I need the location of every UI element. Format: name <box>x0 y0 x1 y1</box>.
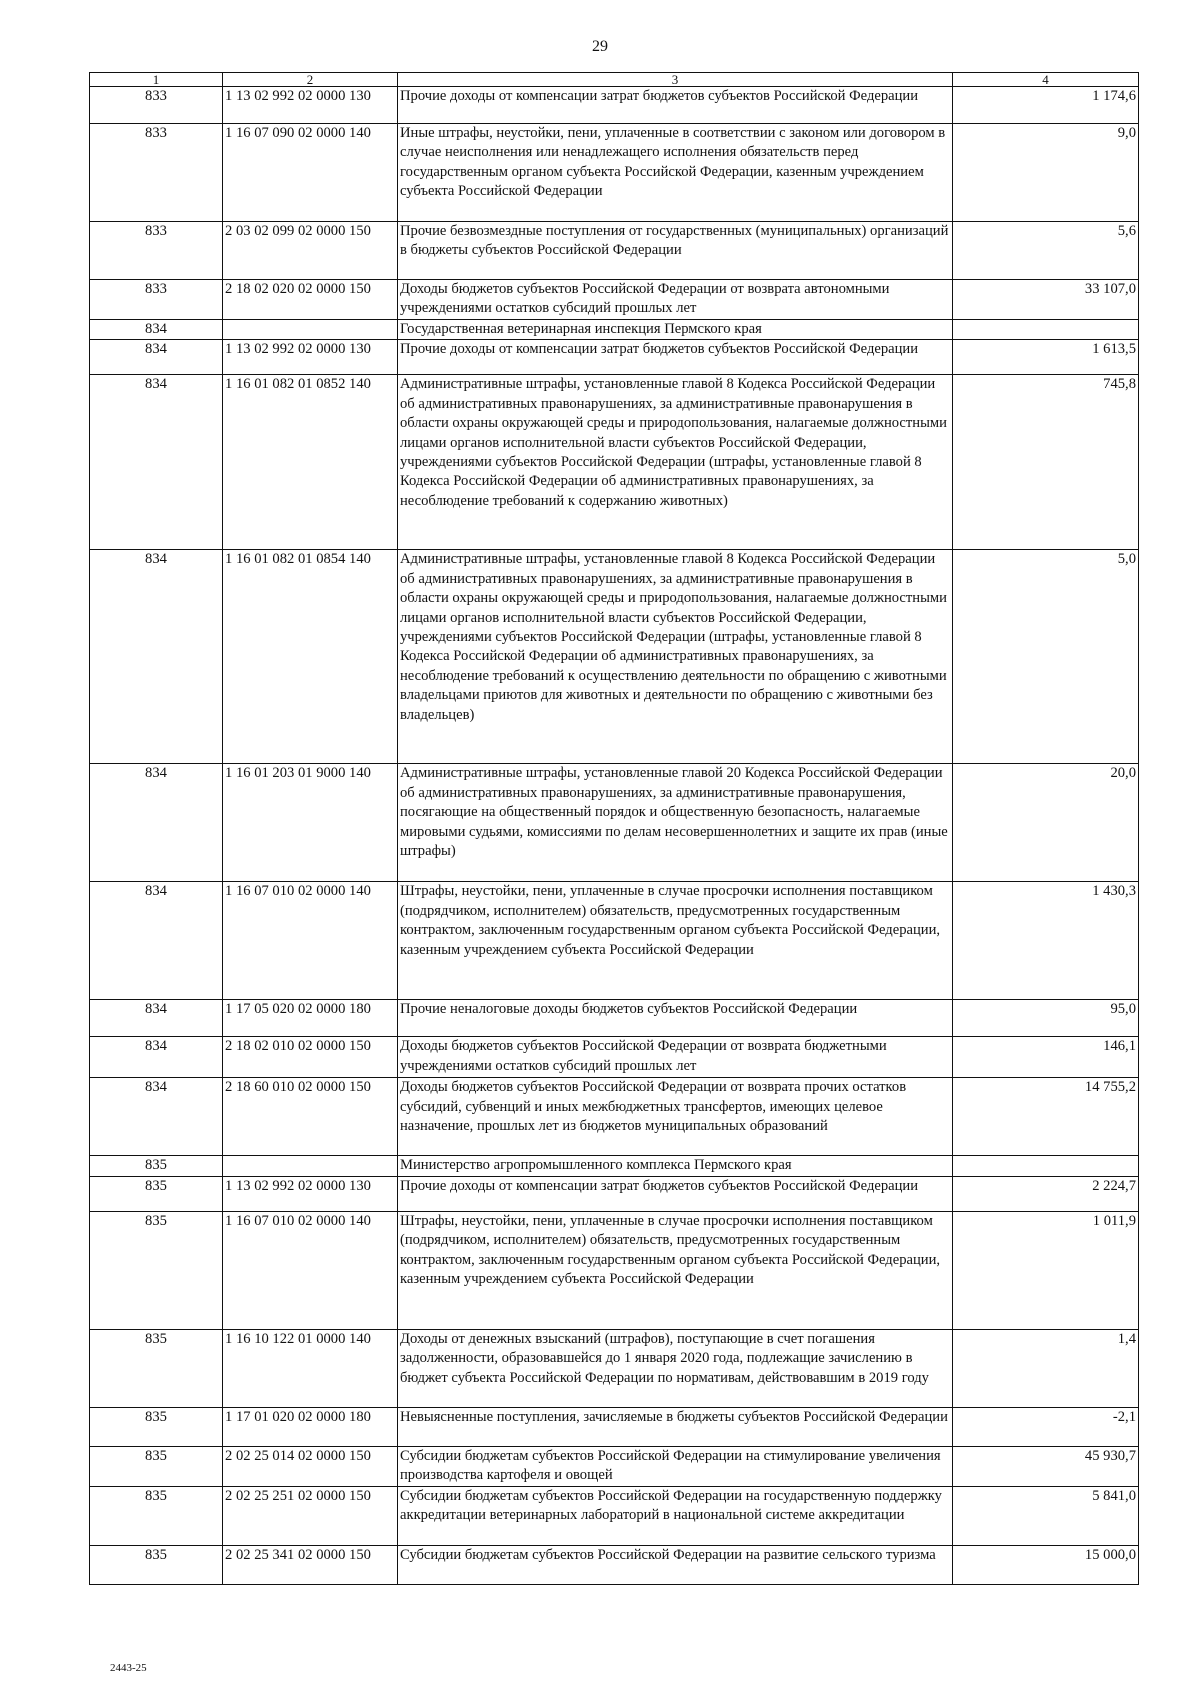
admin-code-cell: 833 <box>90 87 223 124</box>
amount-cell: 1 430,3 <box>953 882 1139 1000</box>
revenue-name-cell: Доходы бюджетов субъектов Российской Федерации от возврата прочих остатков субсидий, субвенций и иных межбюджетных трансфертов, имеющих целевое назначение, прошлых лет из бюджетов муниципальных образований <box>398 1078 953 1156</box>
budget-code-cell: 2 18 02 010 02 0000 150 <box>223 1037 398 1078</box>
admin-code-cell: 835 <box>90 1211 223 1329</box>
revenue-name-cell: Административные штрафы, установленные главой 8 Кодекса Российской Федерации об административных правонарушениях, за административные правонарушения в области охраны окружающей среды и природопользования, налагаемые должностными лицами органов исполнительной власти субъектов Российской Федерации, учреждениями субъектов Российской Федерации (штрафы, установленные главой 8 Кодекса Российской Федерации об административных правонарушениях, за несоблюдение требований к содержанию животных) <box>398 375 953 550</box>
table-row <box>90 1407 1139 1446</box>
admin-code-cell: 834 <box>90 1000 223 1037</box>
table-row <box>90 1486 1139 1545</box>
budget-code-cell: 1 13 02 992 02 0000 130 <box>223 87 398 124</box>
budget-code-cell: 1 17 05 020 02 0000 180 <box>223 1000 398 1037</box>
table-row <box>90 280 1139 320</box>
amount-cell: 45 930,7 <box>953 1446 1139 1486</box>
table-row <box>90 1329 1139 1407</box>
amount-cell: 14 755,2 <box>953 1078 1139 1156</box>
page-number: 29 <box>592 38 608 55</box>
admin-code-cell: 833 <box>90 124 223 222</box>
revenue-name-cell: Административные штрафы, установленные главой 20 Кодекса Российской Федерации об административных правонарушениях, за административные правонарушения, посягающие на общественный порядок и общественную безопасность, налагаемые мировыми судьями, комиссиями по делам несовершеннолетних и защите их прав (иные штрафы) <box>398 764 953 882</box>
budget-code-cell: 1 13 02 992 02 0000 130 <box>223 1176 398 1211</box>
amount-cell: 1 011,9 <box>953 1211 1139 1329</box>
amount-cell <box>953 1156 1139 1176</box>
revenue-name-cell: Прочие доходы от компенсации затрат бюджетов субъектов Российской Федерации <box>398 1176 953 1211</box>
budget-code-cell: 1 16 01 082 01 0854 140 <box>223 550 398 764</box>
budget-code-cell: 1 16 01 082 01 0852 140 <box>223 375 398 550</box>
amount-cell: -2,1 <box>953 1407 1139 1446</box>
amount-cell: 5 841,0 <box>953 1486 1139 1545</box>
column-header-1: 1 <box>90 73 223 87</box>
budget-code-cell: 2 03 02 099 02 0000 150 <box>223 222 398 280</box>
amount-cell: 146,1 <box>953 1037 1139 1078</box>
admin-code-cell: 835 <box>90 1446 223 1486</box>
budget-code-cell: 2 18 02 020 02 0000 150 <box>223 280 398 320</box>
admin-code-cell: 834 <box>90 1037 223 1078</box>
admin-code-cell: 834 <box>90 764 223 882</box>
table-row <box>90 1176 1139 1211</box>
budget-code-cell <box>223 1156 398 1176</box>
amount-cell <box>953 320 1139 340</box>
revenue-name-cell: Субсидии бюджетам субъектов Российской Федерации на государственную поддержку аккредитации ветеринарных лабораторий в национальной системе аккредитации <box>398 1486 953 1545</box>
table-row <box>90 87 1139 124</box>
revenue-name-cell: Доходы от денежных взысканий (штрафов), поступающие в счет погашения задолженности, образовавшейся до 1 января 2020 года, подлежащие зачислению в бюджет субъекта Российской Федерации по нормативам, действовавшим в 2019 году <box>398 1329 953 1407</box>
revenue-name-cell: Штрафы, неустойки, пени, уплаченные в случае просрочки исполнения поставщиком (подрядчиком, исполнителем) обязательств, предусмотренных государственным контрактом, заключенным государственным органом субъекта Российской Федерации, казенным учреждением субъекта Российской Федерации <box>398 1211 953 1329</box>
budget-revenue-table <box>89 72 1139 1585</box>
admin-code-cell: 835 <box>90 1407 223 1446</box>
table-row <box>90 1037 1139 1078</box>
table-row <box>90 1446 1139 1486</box>
revenue-name-cell: Доходы бюджетов субъектов Российской Федерации от возврата автономными учреждениями остатков субсидий прошлых лет <box>398 280 953 320</box>
amount-cell: 33 107,0 <box>953 280 1139 320</box>
administrator-name-cell: Министерство агропромышленного комплекса Пермского края <box>398 1156 953 1176</box>
budget-code-cell: 2 18 60 010 02 0000 150 <box>223 1078 398 1156</box>
admin-code-cell: 835 <box>90 1329 223 1407</box>
table-row <box>90 222 1139 280</box>
amount-cell: 95,0 <box>953 1000 1139 1037</box>
admin-code-cell: 835 <box>90 1176 223 1211</box>
admin-code-cell: 834 <box>90 1078 223 1156</box>
amount-cell: 5,6 <box>953 222 1139 280</box>
revenue-name-cell: Прочие доходы от компенсации затрат бюджетов субъектов Российской Федерации <box>398 87 953 124</box>
table-row <box>90 1211 1139 1329</box>
revenue-name-cell: Субсидии бюджетам субъектов Российской Федерации на развитие сельского туризма <box>398 1545 953 1584</box>
budget-code-cell: 1 16 10 122 01 0000 140 <box>223 1329 398 1407</box>
admin-code-cell: 834 <box>90 375 223 550</box>
table-row <box>90 550 1139 764</box>
column-header-3: 3 <box>398 73 953 87</box>
budget-code-cell: 2 02 25 341 02 0000 150 <box>223 1545 398 1584</box>
amount-cell: 745,8 <box>953 375 1139 550</box>
budget-code-cell: 1 16 07 090 02 0000 140 <box>223 124 398 222</box>
revenue-name-cell: Субсидии бюджетам субъектов Российской Федерации на стимулирование увеличения производства картофеля и овощей <box>398 1446 953 1486</box>
column-header-2: 2 <box>223 73 398 87</box>
table-row <box>90 1545 1139 1584</box>
table-row <box>90 764 1139 882</box>
amount-cell: 9,0 <box>953 124 1139 222</box>
admin-code-cell: 835 <box>90 1156 223 1176</box>
admin-code-cell: 834 <box>90 882 223 1000</box>
budget-code-cell: 1 17 01 020 02 0000 180 <box>223 1407 398 1446</box>
document-footer-code: 2443-25 <box>110 1662 147 1674</box>
amount-cell: 2 224,7 <box>953 1176 1139 1211</box>
table-row <box>90 1000 1139 1037</box>
revenue-name-cell: Прочие доходы от компенсации затрат бюджетов субъектов Российской Федерации <box>398 340 953 375</box>
admin-code-cell: 833 <box>90 280 223 320</box>
amount-cell: 1,4 <box>953 1329 1139 1407</box>
revenue-name-cell: Штрафы, неустойки, пени, уплаченные в случае просрочки исполнения поставщиком (подрядчиком, исполнителем) обязательств, предусмотренных государственным контрактом, заключенным государственным органом субъекта Российской Федерации, казенным учреждением субъекта Российской Федерации <box>398 882 953 1000</box>
amount-cell: 20,0 <box>953 764 1139 882</box>
admin-code-cell: 834 <box>90 320 223 340</box>
column-header-4: 4 <box>953 73 1139 87</box>
revenue-name-cell: Административные штрафы, установленные главой 8 Кодекса Российской Федерации об административных правонарушениях, за административные правонарушения в области охраны окружающей среды и природопользования, налагаемые должностными лицами органов исполнительной власти субъектов Российской Федерации, учреждениями субъектов Российской Федерации (штрафы, установленные главой 8 Кодекса Российской Федерации об административных правонарушениях, за несоблюдение требований к осуществлению деятельности по обращению с животными владельцами приютов для животных и деятельности по обращению с животными без владельцев) <box>398 550 953 764</box>
amount-cell: 1 174,6 <box>953 87 1139 124</box>
table-row <box>90 882 1139 1000</box>
budget-code-cell: 1 16 07 010 02 0000 140 <box>223 882 398 1000</box>
amount-cell: 1 613,5 <box>953 340 1139 375</box>
administrator-name-cell: Государственная ветеринарная инспекция Пермского края <box>398 320 953 340</box>
table-row <box>90 124 1139 222</box>
amount-cell: 5,0 <box>953 550 1139 764</box>
admin-code-cell: 835 <box>90 1545 223 1584</box>
admin-code-cell: 833 <box>90 222 223 280</box>
amount-cell: 15 000,0 <box>953 1545 1139 1584</box>
revenue-name-cell: Прочие безвозмездные поступления от государственных (муниципальных) организаций в бюджеты субъектов Российской Федерации <box>398 222 953 280</box>
table-row <box>90 375 1139 550</box>
budget-code-cell: 1 16 07 010 02 0000 140 <box>223 1211 398 1329</box>
revenue-name-cell: Иные штрафы, неустойки, пени, уплаченные в соответствии с законом или договором в случае неисполнения или ненадлежащего исполнения обязательств перед государственным органом субъекта Российской Федерации, казенным учреждением субъекта Российской Федерации <box>398 124 953 222</box>
table-header-row <box>90 73 1139 87</box>
table-row <box>90 320 1139 340</box>
table-row <box>90 1156 1139 1176</box>
admin-code-cell: 834 <box>90 340 223 375</box>
revenue-name-cell: Прочие неналоговые доходы бюджетов субъектов Российской Федерации <box>398 1000 953 1037</box>
table-row <box>90 340 1139 375</box>
budget-code-cell: 1 13 02 992 02 0000 130 <box>223 340 398 375</box>
revenue-name-cell: Невыясненные поступления, зачисляемые в бюджеты субъектов Российской Федерации <box>398 1407 953 1446</box>
budget-code-cell: 2 02 25 251 02 0000 150 <box>223 1486 398 1545</box>
admin-code-cell: 834 <box>90 550 223 764</box>
budget-code-cell: 2 02 25 014 02 0000 150 <box>223 1446 398 1486</box>
table-row <box>90 1078 1139 1156</box>
admin-code-cell: 835 <box>90 1486 223 1545</box>
revenue-name-cell: Доходы бюджетов субъектов Российской Федерации от возврата бюджетными учреждениями остатков субсидий прошлых лет <box>398 1037 953 1078</box>
budget-code-cell <box>223 320 398 340</box>
budget-code-cell: 1 16 01 203 01 9000 140 <box>223 764 398 882</box>
